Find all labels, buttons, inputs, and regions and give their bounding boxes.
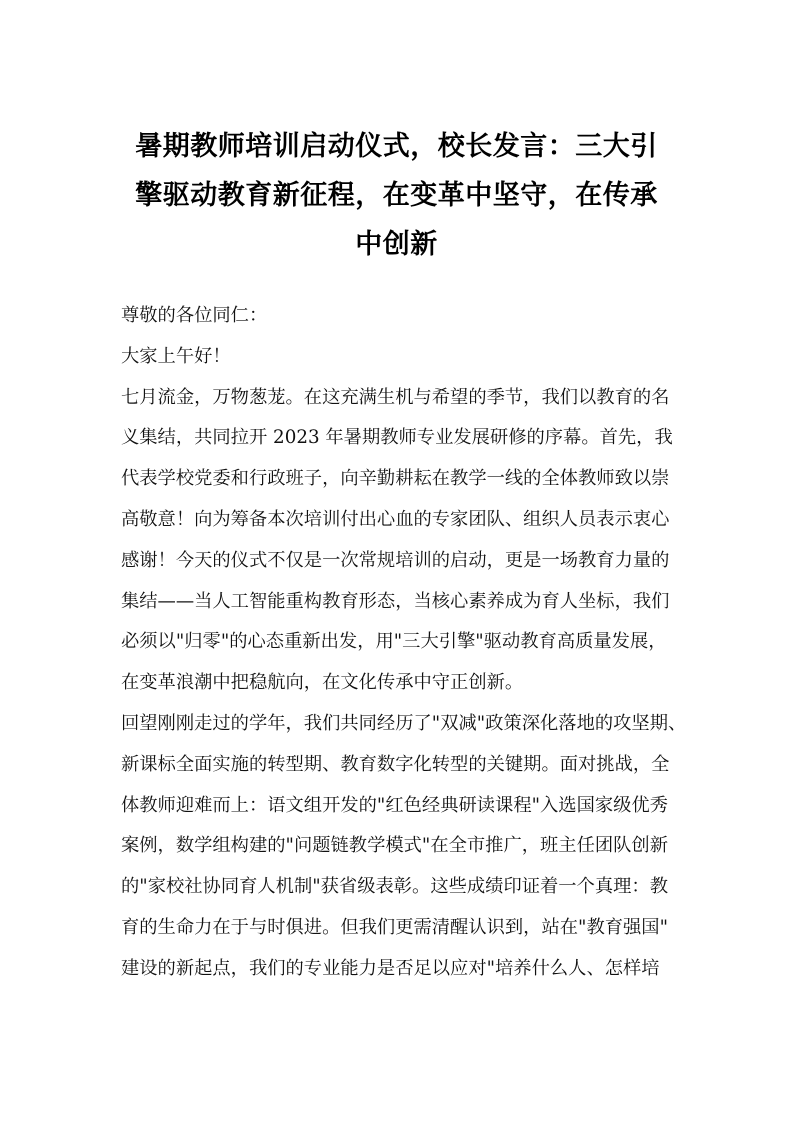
text-line: 在变革浪潮中把稳航向，在文化传承中守正创新。: [121, 672, 524, 694]
document-body: [121, 296, 701, 990]
title-line: 擎驱动教育新征程，在变革中坚守，在传承: [135, 180, 658, 211]
text-line: 回望刚刚走过的学年，我们共同经历了"双减"政策深化落地的攻坚期、: [121, 712, 687, 734]
title-line: 中创新: [355, 229, 438, 260]
paragraph-1: [121, 378, 701, 704]
text-line: 义集结，共同拉开 2023 年暑期教师专业发展研修的序幕。首先，我: [121, 427, 673, 449]
text-line: 七月流金，万物葱茏。在这充满生机与希望的季节，我们以教育的名: [121, 386, 670, 408]
title-line: 暑期教师培训启动仪式，校长发言：三大引: [135, 131, 658, 162]
text-line: 必须以"归零"的心态重新出发，用"三大引擎"驱动教育高质量发展，: [121, 631, 667, 653]
paragraph-2: [121, 704, 701, 990]
text-line: 体教师迎难而上：语文组开发的"红色经典研读课程"入选国家级优秀: [121, 794, 668, 816]
text-line: 案例，数学组构建的"问题链教学模式"在全市推广，班主任团队创新: [121, 835, 668, 857]
text-line: 的"家校社协同育人机制"获省级表彰。这些成绩印证着一个真理：教: [121, 876, 668, 898]
text-line: 高敬意！向为筹备本次培训付出心血的专家团队、组织人员表示衷心: [121, 508, 670, 530]
text-line: 代表学校党委和行政班子，向辛勤耕耘在教学一线的全体教师致以崇: [121, 468, 670, 490]
text-line: 新课标全面实施的转型期、教育数字化转型的关键期。面对挑战，全: [121, 753, 670, 775]
text-line: 感谢！今天的仪式不仅是一次常规培训的启动，更是一场教育力量的: [121, 549, 670, 571]
greeting: 大家上午好！: [121, 345, 231, 367]
text-line: 建设的新起点，我们的专业能力是否足以应对"培养什么人、怎样培: [121, 957, 660, 979]
text-line: 集结——当人工智能重构教育形态，当核心素养成为育人坐标，我们: [121, 590, 670, 612]
document-title: [110, 122, 683, 269]
salutation: 尊敬的各位同仁：: [121, 305, 268, 326]
text-line: 育的生命力在于与时俱进。但我们更需清醒认识到，站在"教育强国": [121, 916, 668, 938]
